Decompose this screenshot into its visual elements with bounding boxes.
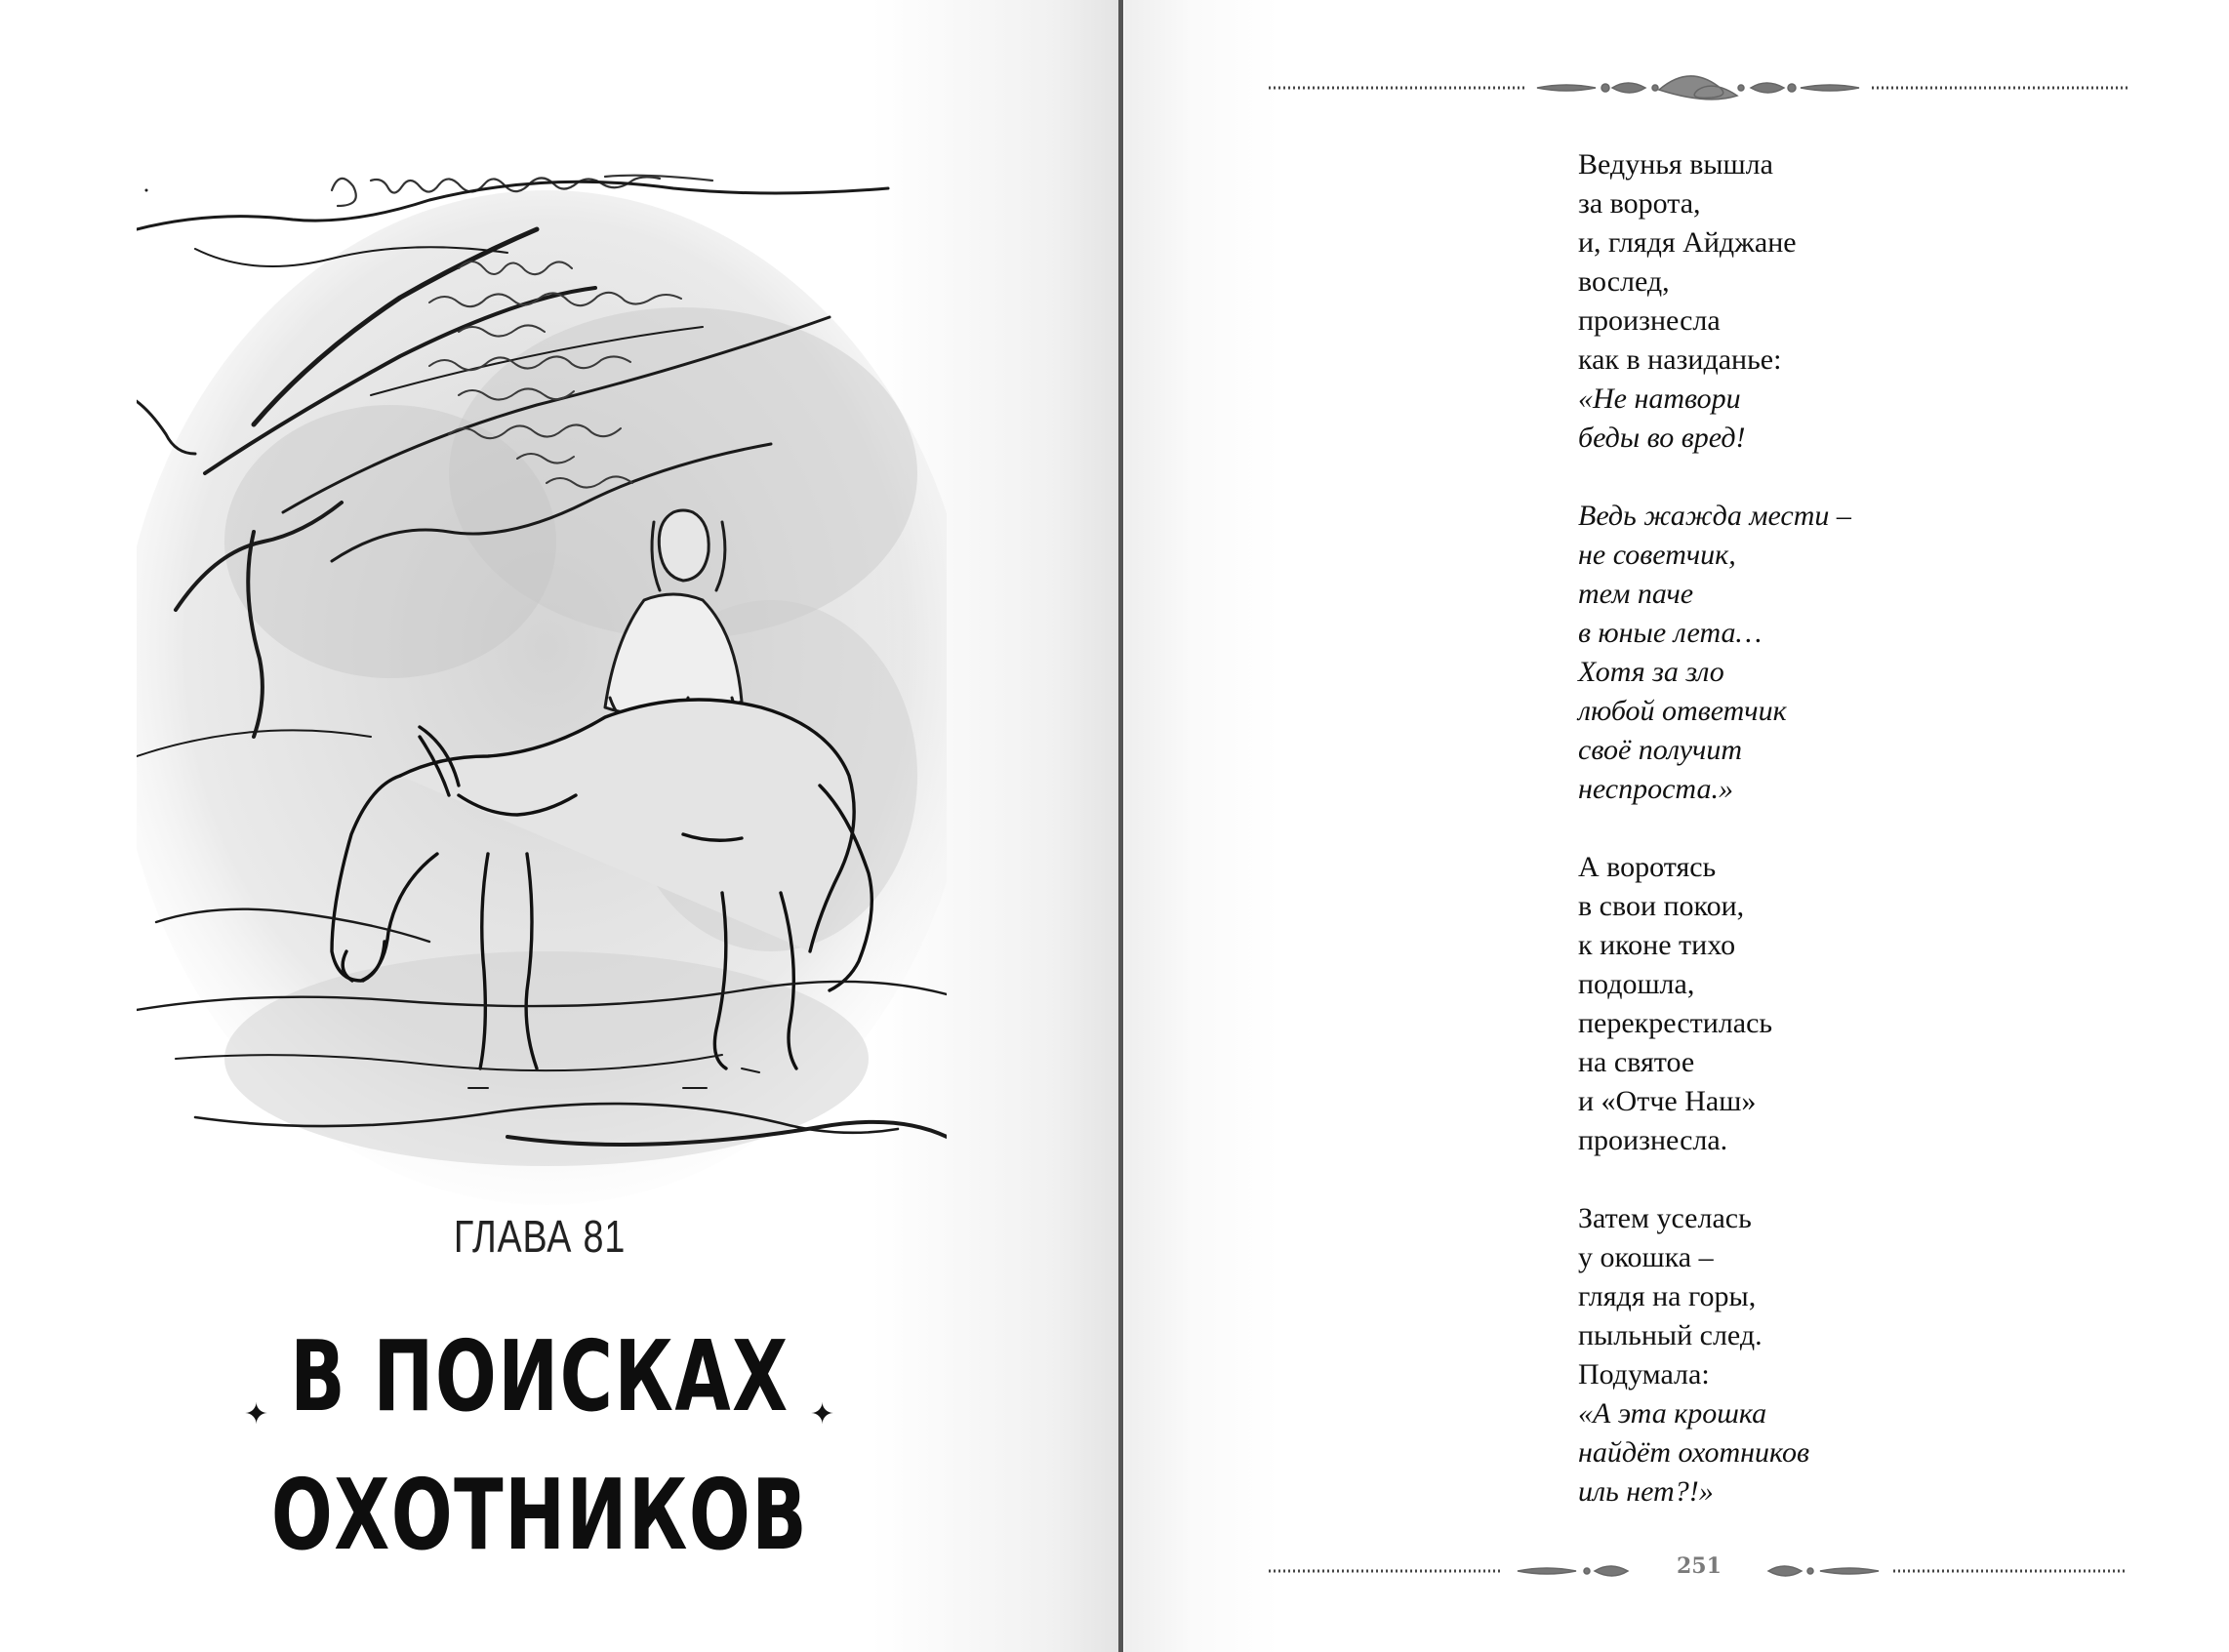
poem-line: у окошка –	[1578, 1241, 1714, 1273]
poem-line: Ведь жажда мести –	[1578, 500, 1851, 532]
poem-line: А воротясь	[1578, 851, 1717, 883]
stanza-break	[1578, 809, 1851, 848]
poem-line: за ворота,	[1578, 187, 1701, 220]
poem-line: Хотя за зло	[1578, 656, 1724, 688]
poem-line: «Не натвори	[1578, 383, 1741, 415]
poem-line: Затем уселась	[1578, 1202, 1752, 1234]
poem-line: и, глядя Айджане	[1578, 226, 1797, 259]
stanza-break	[1578, 1160, 1851, 1199]
poem-line: найдёт охотников	[1578, 1436, 1809, 1469]
poem-line: иль нет?!»	[1578, 1475, 1714, 1508]
poem-line: на святое	[1578, 1046, 1695, 1078]
chapter-title-line: В ПОИСКАХ	[290, 1319, 790, 1433]
stanza-break	[1578, 458, 1851, 497]
poem-line: подошла,	[1578, 968, 1695, 1000]
poem-line: в свои покои,	[1578, 890, 1745, 922]
poem-line: произнесла.	[1578, 1124, 1728, 1156]
poem-line: беды во вред!	[1578, 422, 1746, 454]
star-ornament-icon: ✦	[810, 1397, 835, 1431]
page-number: 251	[1677, 1553, 1722, 1579]
chapter-title-line: ОХОТНИКОВ	[270, 1458, 809, 1572]
poem-line: пыльный след.	[1578, 1319, 1763, 1351]
poem-line: произнесла	[1578, 304, 1721, 337]
chapter-title	[141, 1308, 939, 1585]
poem-line: к иконе тихо	[1578, 929, 1736, 961]
poem-line: Подумала:	[1578, 1358, 1710, 1390]
star-ornament-icon: ✦	[244, 1397, 269, 1431]
poem-line: своё получит	[1578, 734, 1742, 766]
poem-line: глядя на горы,	[1578, 1280, 1757, 1312]
poem-line: тем паче	[1578, 578, 1694, 610]
poem-line: «А эта крошка	[1578, 1397, 1767, 1430]
chapter-illustration	[137, 151, 947, 1205]
chapter-number: ГЛАВА 81	[453, 1211, 627, 1262]
poem-line: не советчик,	[1578, 539, 1736, 571]
poem-text	[1578, 145, 1851, 1511]
book-spine	[1118, 0, 1123, 1652]
poem-line: неспроста.»	[1578, 773, 1733, 805]
ink-wash	[224, 405, 556, 678]
poem-line: любой ответчик	[1578, 695, 1787, 727]
poem-line: и «Отче Наш»	[1578, 1085, 1757, 1117]
poem-line: как в назиданье:	[1578, 343, 1782, 376]
poem-line: вослед,	[1578, 265, 1670, 298]
poem-line: в юные лета…	[1578, 617, 1763, 649]
header-ornament	[1269, 68, 2128, 107]
poem-line: Ведунья вышла	[1578, 148, 1773, 181]
poem-line: перекрестилась	[1578, 1007, 1773, 1039]
